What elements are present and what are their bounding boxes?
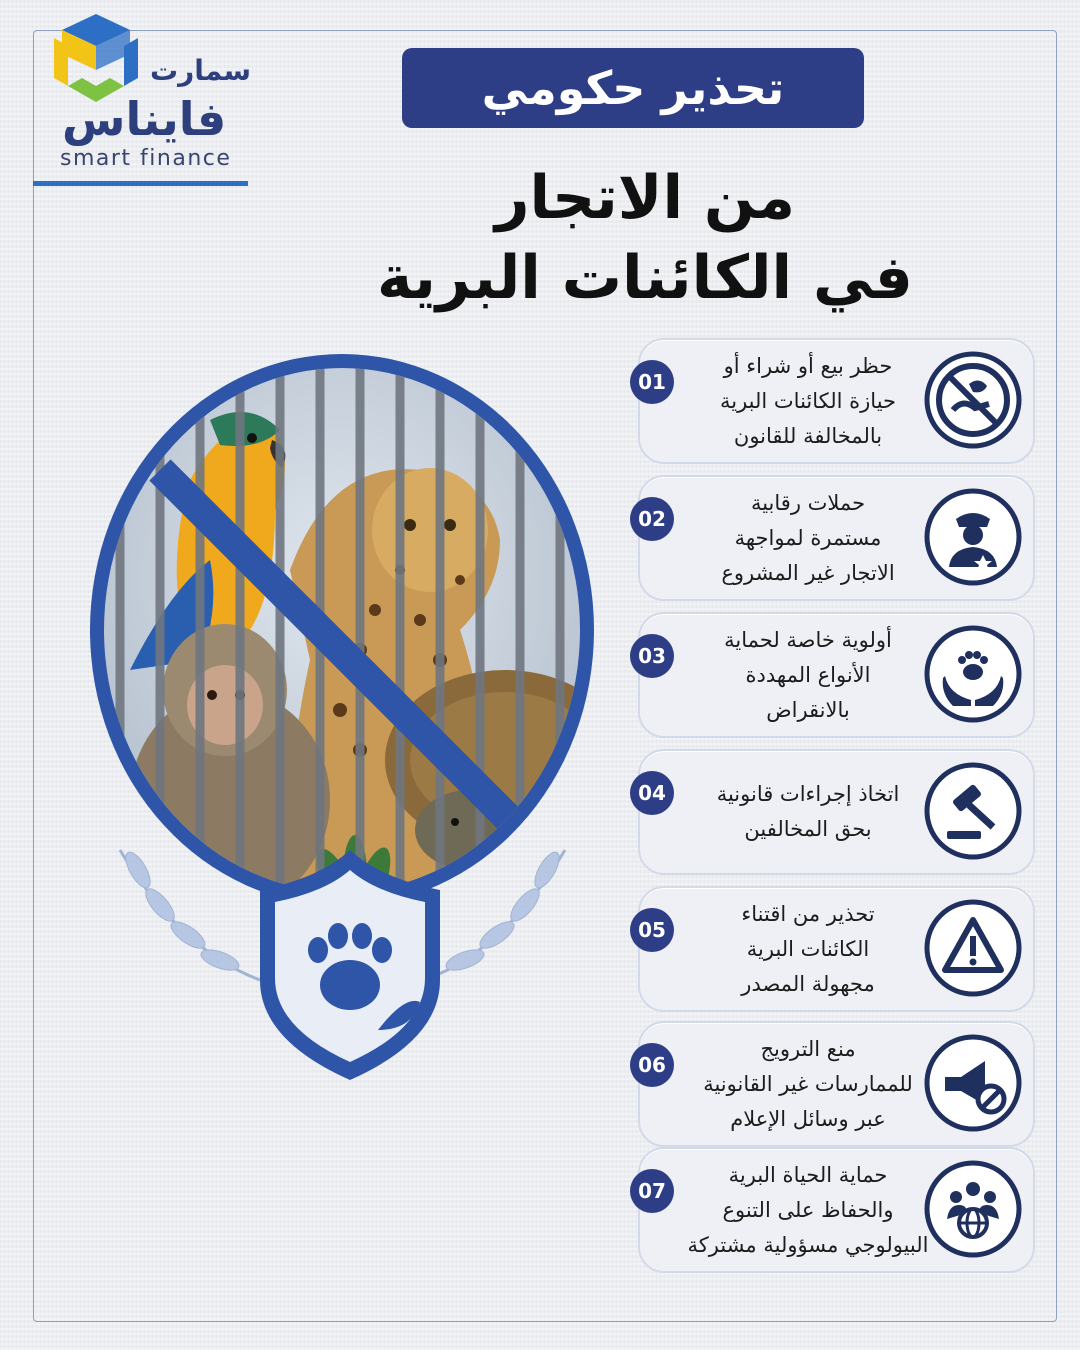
item-number: 04: [630, 771, 674, 815]
item-text-line: للممارسات غير القانونية: [703, 1071, 913, 1096]
list-item: [638, 1147, 1035, 1273]
logo-underline: [33, 181, 248, 186]
headline-line-2: في الكائنات البرية: [377, 243, 913, 313]
list-item: [638, 612, 1035, 738]
item-text-line: الاتجار غير المشروع: [721, 560, 895, 585]
item-text: [680, 340, 936, 462]
item-number: 01: [630, 360, 674, 404]
logo-text-ar-top: سمارت: [150, 54, 252, 87]
item-text-line: حيازة الكائنات البرية: [719, 388, 897, 413]
item-text-line: اتخاذ إجراءات قانونية: [716, 782, 900, 806]
police-officer-icon: [923, 487, 1023, 587]
item-text-line: بحق المخالفين: [744, 817, 872, 841]
item-number: 07: [630, 1169, 674, 1213]
logo-text-ar-main: فايناس: [62, 92, 227, 146]
list-item: [638, 749, 1035, 875]
item-text-line: الأنواع المهددة: [745, 662, 871, 687]
headline-line-1: من الاتجار: [494, 163, 796, 233]
list-item: [638, 886, 1035, 1012]
item-text: [680, 751, 936, 873]
item-text: [680, 614, 936, 736]
item-text-line: بالانقراض: [766, 697, 850, 722]
item-text-line: الكائنات البرية: [746, 936, 870, 961]
item-number: 06: [630, 1043, 674, 1087]
item-text-line: البيولوجي مسؤولية مشتركة: [687, 1232, 929, 1257]
item-text-line: بالمخالفة للقانون: [733, 423, 883, 448]
logo-text-en: smart finance: [60, 146, 232, 171]
item-number: 05: [630, 908, 674, 952]
item-text-line: والحفاظ على التنوع: [722, 1197, 894, 1222]
item-text: [680, 888, 936, 1010]
caged-wildlife-illustration: [60, 330, 620, 1090]
item-text-line: مجهولة المصدر: [741, 971, 875, 996]
item-text-line: حماية الحياة البرية: [728, 1162, 888, 1187]
item-text-line: حظر بيع أو شراء أو: [723, 353, 893, 378]
item-text-line: عبر وسائل الإعلام: [730, 1106, 886, 1131]
warning-icon: [923, 898, 1023, 998]
list-item: [638, 1021, 1035, 1147]
item-text-line: تحذير من اقتناء: [741, 901, 875, 926]
item-text-line: حملات رقابية: [750, 490, 866, 515]
item-text: [680, 1023, 936, 1145]
item-number: 03: [630, 634, 674, 678]
item-text-line: منع الترويج: [760, 1036, 856, 1061]
community-globe-icon: [923, 1159, 1023, 1259]
shield-paw-icon: [260, 850, 440, 1080]
item-text: [680, 477, 936, 599]
item-text: [680, 1149, 936, 1271]
title-badge: تحذير حكومي: [402, 48, 864, 128]
no-animal-trade-icon: [923, 350, 1023, 450]
megaphone-ban-icon: [923, 1033, 1023, 1133]
list-item: [638, 338, 1035, 464]
gavel-icon: [923, 761, 1023, 861]
item-number: 02: [630, 497, 674, 541]
item-text-line: مستمرة لمواجهة: [734, 525, 882, 550]
list-item: [638, 475, 1035, 601]
paw-hands-icon: [923, 624, 1023, 724]
item-text-line: أولوية خاصة لحماية: [724, 627, 892, 652]
